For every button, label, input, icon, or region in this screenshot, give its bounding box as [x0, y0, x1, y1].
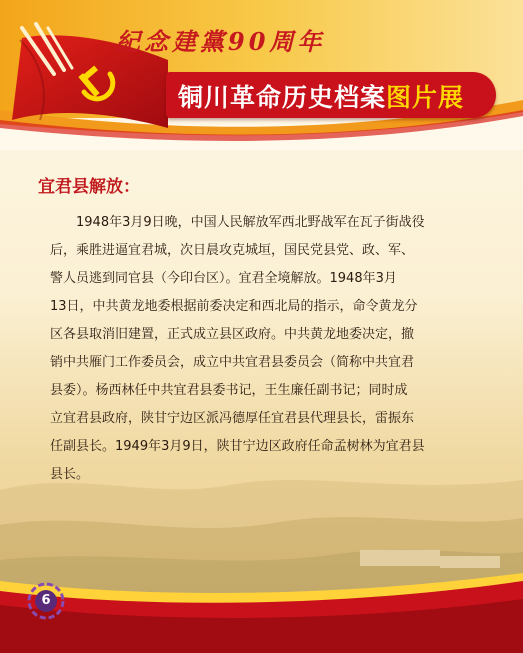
text-line: 县委）。杨西林任中共宜君县委书记，王生廉任副书记；同时成 — [50, 383, 408, 398]
brush-icon — [14, 22, 84, 82]
footer-swoosh — [0, 565, 523, 653]
text-line: 1948年3月9日晚，中国人民解放军西北野战军在瓦子街战役 — [76, 215, 425, 230]
banner-title-highlight: 图片展 — [386, 83, 465, 112]
header — [0, 0, 523, 150]
text-line: 区各县取消旧建置，正式成立县区政府。中共黄龙地委决定，撤 — [50, 327, 415, 342]
text-line: 后，乘胜进逼宜君城，次日晨攻克城垣，国民党县党、政、军、 — [50, 243, 415, 258]
text-line: 警人员逃到同官县（今印台区）。宜君全境解放。1948年3月 — [50, 271, 397, 286]
body-text — [50, 209, 482, 489]
section-title: 宜君县解放： — [38, 177, 140, 197]
text-line: 销中共雁门工作委员会，成立中共宜君县委员会（简称中共宜君 — [50, 355, 415, 370]
page-number: 6 — [35, 590, 57, 612]
text-line: 任副县长。1949年3月9日，陕甘宁边区政府任命孟树林为宜君县 — [50, 439, 425, 454]
text-line: 县长。 — [50, 467, 90, 482]
banner-title — [178, 78, 464, 114]
text-line: 13日，中共黄龙地委根据前委决定和西北局的指示，命令黄龙分 — [50, 299, 418, 314]
text-line: 立宜君县政府，陕甘宁边区派冯德厚任宜君县代理县长，雷振东 — [50, 411, 415, 426]
banner-title-main: 铜川革命历史档案 — [178, 83, 387, 112]
calligraphy-title: 紀念建黨90周年 — [116, 27, 326, 56]
